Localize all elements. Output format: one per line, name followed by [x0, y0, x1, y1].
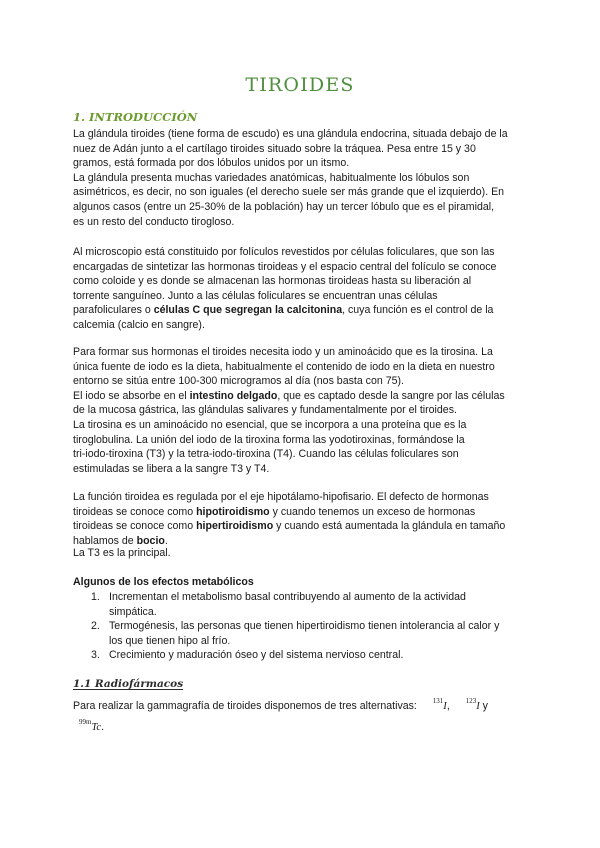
text-line: tiroglobulina. La unión del iodo de la tiroxina forma las yodotiroxinas, formándose la [73, 433, 465, 446]
text-line: asimétricos, es decir, no son iguales (el derecho suele ser más grande que el izquierdo). En [73, 186, 505, 199]
text-line: torrente sanguíneo. Junto a las células foliculares se encuentran unas células [73, 289, 438, 302]
text-line: calcemia (calcio en sangre). [73, 318, 205, 331]
paragraph-iodine [73, 345, 535, 476]
paragraph-microscopy [73, 245, 535, 333]
page-title: TIROIDES [245, 74, 355, 96]
paragraph-regulation [73, 490, 535, 548]
text-line: nuez de Adán junto a el cartílago tiroides situado sobre la tráquea. Pesa entre 15 y 30 [73, 142, 476, 155]
text-line: tri-iodo-tiroxina (T3) y la tetra-iodo-tiroxina (T4). Cuando las células foliculares son [73, 448, 459, 461]
text-segment: Para realizar la gammagrafía de tiroides disponemos de tres alternativas: [73, 700, 417, 712]
text-segment: El iodo se absorbe en el [73, 389, 190, 402]
list-number: 2. [91, 620, 100, 633]
text-segment: . [164, 534, 168, 547]
text-line: simpática. [109, 605, 157, 618]
text-line: La glándula tiroides (tiene forma de escudo) es una glándula endocrina, situada debajo de la [73, 128, 508, 140]
text-segment: y cuando tenemos un exceso de hormonas [269, 505, 476, 518]
bold-term-hipertiroidismo: hipertiroidismo [196, 520, 274, 533]
paragraph-anatomy [73, 127, 535, 229]
isotope-tc99m: $^{99m}$Tc [79, 717, 102, 733]
bold-term-bocio: bocio [136, 534, 165, 547]
text-segment: hablamos de [73, 534, 137, 547]
text-line: entorno se sitúa entre 100-300 microgramos al día (nos basta con 75). [73, 375, 404, 388]
text-segment: tiroideas se conoce como [73, 505, 197, 518]
paragraph-t3: La T3 es la principal. [73, 547, 171, 559]
text-line: única fuente de iodo es la dieta, habitualmente el contenido de iodo en la dieta en nuestro [73, 360, 495, 373]
list-item [73, 648, 535, 663]
section-heading-radiofarmacos: 1.1 Radiofármacos [73, 678, 184, 690]
section-heading-introduccion: 1. INTRODUCCIÓN [73, 110, 198, 124]
text-line: Termogénesis, las personas que tienen hipertiroidismo tienen intolerancia al calor y [109, 620, 500, 633]
text-line: Crecimiento y maduración óseo y del sistema nervioso central. [109, 649, 404, 662]
text-segment: , que es captado desde la sangre por las células [277, 389, 505, 402]
text-line: de la mucosa gástrica, las glándulas salivares y fundamentalmente por el tiroides. [73, 404, 457, 417]
text-line: gramos, está formada por dos lóbulos unidos por un itsmo. [73, 157, 350, 170]
text-line: La glándula presenta muchas variedades anatómicas, habitualmente los lóbulos son [73, 171, 470, 184]
text-segment: , cuya función es el control de la [342, 304, 494, 317]
text-segment: tiroideas se conoce como [73, 520, 197, 533]
text-line: los que tienen hipo al frío. [109, 634, 231, 647]
list-number: 3. [91, 649, 100, 662]
effects-list [73, 590, 535, 663]
text-line: encargadas de sintetizar las hormonas tiroideas y el espacio central del folículo se conoce [73, 260, 497, 273]
text-line: La función tiroidea es regulada por el eje hipotálamo-hipofisario. El defecto de hormonas [73, 491, 489, 503]
text-line: algunos casos (entre un 25-30% de la población) hay un tercer lóbulo que es el piramidal, [73, 200, 495, 213]
text-line: La tirosina es un aminoácido no esencial, que se incorpora a una proteína que es la [73, 418, 467, 431]
list-item [73, 619, 535, 648]
bold-term-hipotiroidismo: hipotiroidismo [196, 505, 270, 518]
list-number: 1. [91, 591, 100, 603]
isotope-i123: $^{123}$I [465, 697, 480, 712]
text-line: estimuladas se libera a la sangre T3 y T4. [73, 462, 270, 475]
text-segment: parafoliculares o [73, 304, 154, 317]
effects-heading: Algunos de los efectos metabólicos [73, 576, 254, 588]
bold-term-celulas-c: células C que segregan la calcitonina [153, 304, 343, 317]
text-line: Al microscopio está constituido por folículos revestidos por células foliculares, que son las [73, 246, 495, 258]
isotope-i131: $^{131}$I [432, 697, 447, 712]
list-item [73, 590, 535, 619]
text-line: es un resto del conducto tirogloso. [73, 215, 235, 228]
text-segment: y cuando está aumentada la glándula en tamaño [273, 520, 506, 533]
paragraph-radiofarmacos: Para realizar la gammagrafía de tiroides disponemos de tres alternativas: $^{131}$I, $^{123}$I y $^{99m}$Tc. [73, 697, 488, 733]
text-line: como coloide y es donde se almacenan las hormonas tiroideas hasta su liberación al [73, 275, 472, 288]
text-line: Incrementan el metabolismo basal contribuyendo al aumento de la actividad [109, 591, 466, 603]
bold-term-intestino: intestino delgado [189, 389, 278, 402]
text-line: Para formar sus hormonas el tiroides necesita iodo y un aminoácido que es la tirosina. La [73, 346, 493, 358]
